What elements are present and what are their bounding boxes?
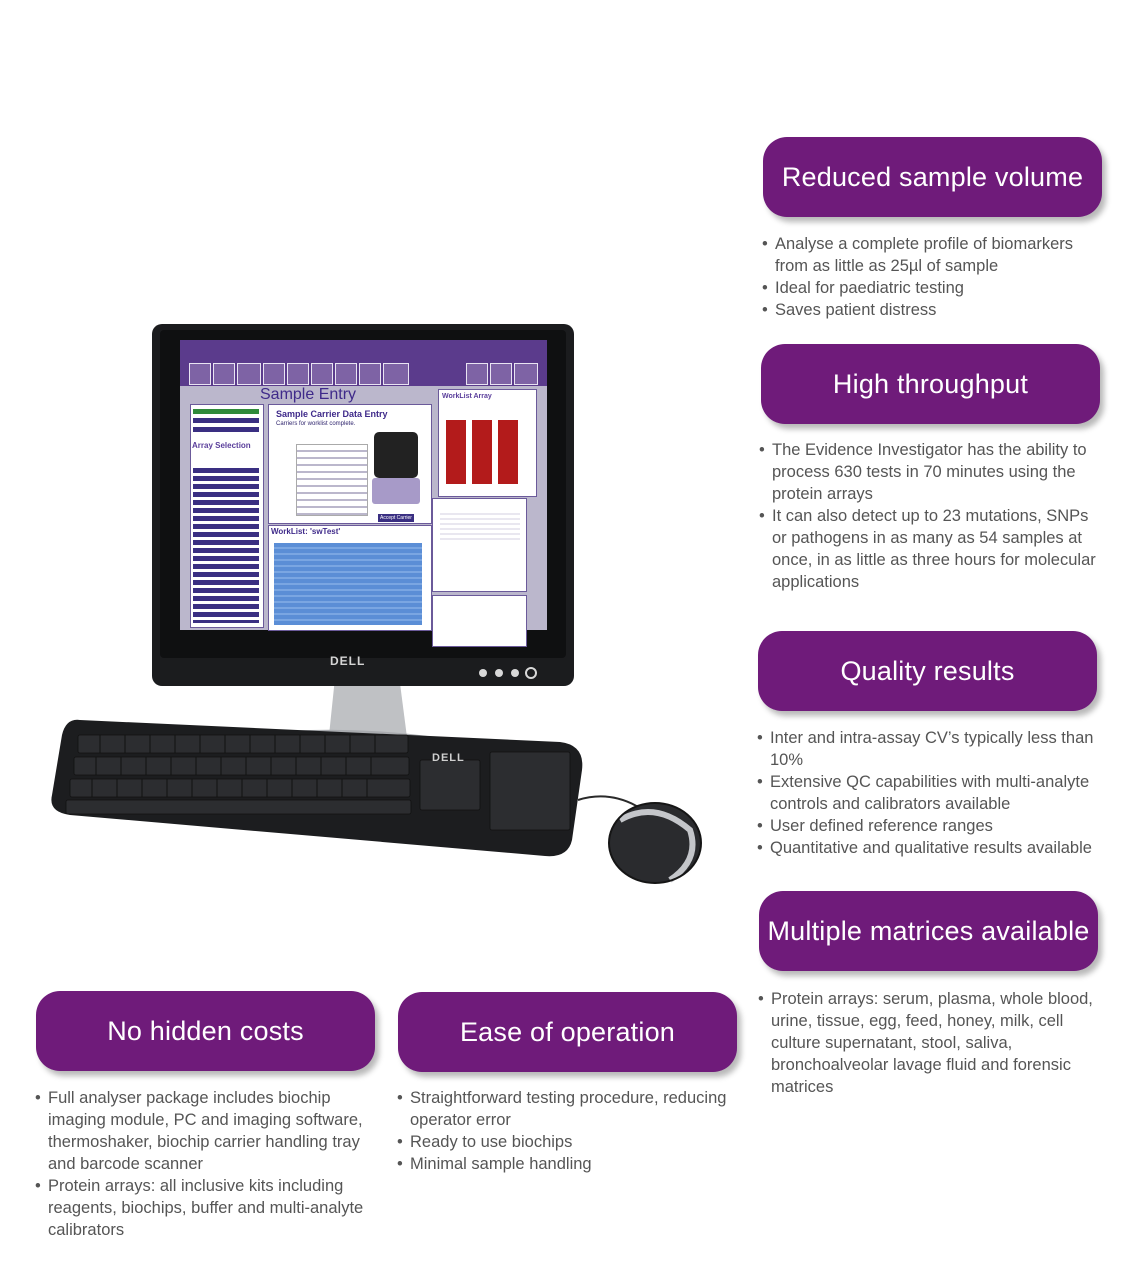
toolbar-button [213,363,235,385]
carrier-entry-title: Sample Carrier Data Entry [276,409,388,419]
toolbar-button [335,363,357,385]
list-item: • Inter and intra-assay CV’s typically less than 10% [757,727,1097,771]
list-item: • User defined reference ranges [757,815,1097,837]
keyboard-brand-logo: DELL [432,752,465,764]
list-item: • The Evidence Investigator has the ability to process 630 tests in 70 minutes using the protein arrays [759,439,1104,505]
toolbar-button [237,363,261,385]
status-panel [432,595,527,647]
toolbar-button [189,363,211,385]
toolbar-button [263,363,285,385]
accept-carrier-button: Accept Carrier [380,515,412,521]
list-item: • Protein arrays: serum, plasma, whole blood, urine, tissue, egg, feed, honey, milk, cell culture supernatant, stool, saliva, bronchoalveolar lavage fluid and forensic matrices [758,988,1103,1098]
list-item: • Analyse a complete profile of biomarkers from as little as 25µl of sample [762,233,1092,277]
high-throughput-heading: High throughput [761,344,1100,424]
menu-row [193,418,259,423]
carrier-tray-icon [372,478,420,504]
multiple-matrices-heading: Multiple matrices available [759,891,1098,971]
carrier-grid-icon [374,432,418,478]
toolbar-button [490,363,512,385]
toolbar-button [466,363,488,385]
toolbar-button [287,363,309,385]
no-hidden-costs-heading: No hidden costs [36,991,375,1071]
well-fields [296,444,368,516]
list-item: • Protein arrays: all inclusive kits including reagents, biochips, buffer and multi-analyte calibrators [35,1175,365,1241]
array-list [193,468,259,623]
list-item: • Saves patient distress [762,299,1092,321]
toolbar-button [311,363,333,385]
list-item: • Full analyser package includes biochip imaging module, PC and imaging software, thermoshaker, biochip carrier handling tray and barcode scanner [35,1087,365,1175]
toolbar-button [359,363,381,385]
toolbar-button [383,363,409,385]
worklist-table [274,543,422,625]
screen-main-title: Sample Entry [260,386,357,403]
array-selection-label: Array Selection [192,441,251,450]
list-item: • Ready to use biochips [397,1131,732,1153]
list-item: • Ideal for paediatric testing [762,277,1092,299]
list-item: • Extensive QC capabilities with multi-analyte controls and calibrators available [757,771,1097,815]
list-item: • It can also detect up to 23 mutations, SNPs or pathogens in as many as 54 samples at once, in as little as three hours for molecular applications [759,505,1104,593]
carrier-status-table [440,510,520,542]
list-item: • Minimal sample handling [397,1153,732,1175]
list-item: • Quantitative and qualitative results available [757,837,1097,859]
list-item: • Straightforward testing procedure, reducing operator error [397,1087,732,1131]
menu-row [193,409,259,414]
quality-results-heading: Quality results [758,631,1097,711]
worklist-title: WorkList: 'swTest' [271,527,341,536]
ease-of-operation-heading: Ease of operation [398,992,737,1072]
monitor-brand-logo: DELL [330,654,366,668]
worklist-array-title: WorkList Array [442,393,492,400]
menu-row [193,427,259,432]
toolbar-button [514,363,538,385]
reduced-volume-heading: Reduced sample volume [763,137,1102,217]
biochip-carriers [446,420,521,484]
carrier-entry-subtitle: Carriers for worklist complete. [276,421,356,427]
